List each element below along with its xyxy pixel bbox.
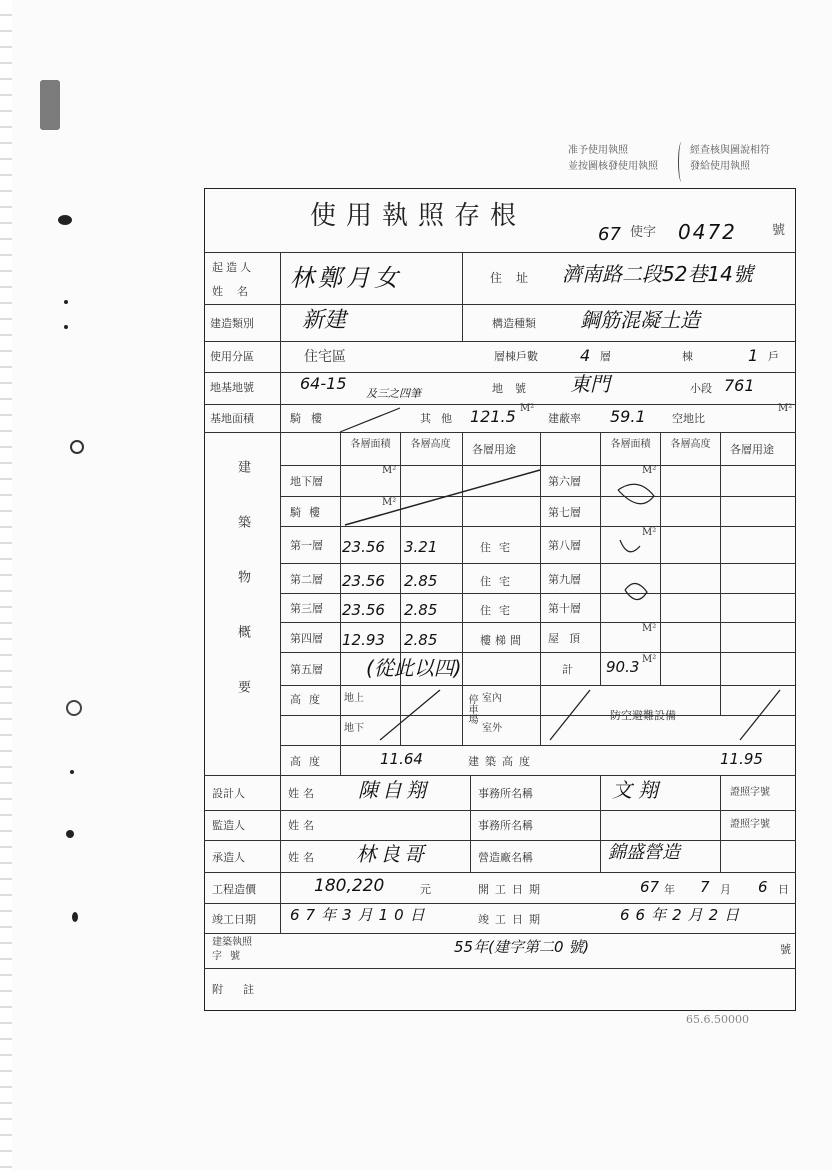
category-value: 新建	[302, 308, 347, 333]
building-height-label: 建築高度	[468, 755, 536, 768]
contractor-name: 林良哥	[356, 842, 428, 866]
permit-label-2: 字號	[212, 951, 248, 962]
row-f3: 第三層	[290, 602, 323, 615]
row-f5: 第五層	[290, 663, 323, 676]
unit-mark: M²	[642, 527, 657, 538]
zone-label: 使用分區	[210, 350, 254, 363]
parking-label: 停車場	[466, 694, 477, 724]
below-label: 地下	[344, 723, 364, 734]
f3-height: 2.85	[404, 601, 438, 619]
unit-mark: M²	[642, 654, 657, 665]
stamp-line: 發給使用執照	[690, 161, 750, 172]
cost-value: 180,220	[314, 876, 385, 896]
land-section: 東門	[570, 372, 610, 396]
ground-label: 地上	[344, 693, 364, 704]
floors-unit: 層	[600, 350, 611, 363]
designer-name: 陳自翔	[358, 778, 430, 802]
subsection-label: 小段	[690, 382, 712, 395]
section-label: 建築物概要	[235, 460, 250, 735]
print-code: 65.6.50000	[686, 1013, 749, 1026]
row-total: 計	[562, 663, 573, 676]
unit-mark: M²	[382, 465, 397, 476]
building-height: 11.95	[720, 750, 763, 768]
row-f1: 第一層	[290, 539, 323, 552]
designer-firm: 文翔	[612, 778, 664, 802]
permit-label: 建築執照	[212, 937, 252, 948]
row-arcade: 騎樓	[290, 506, 328, 519]
row-f9: 第九層	[548, 573, 581, 586]
name-label: 姓名	[212, 285, 262, 298]
lot-no: 64-15	[300, 374, 347, 393]
supervisor-label: 監造人	[212, 819, 245, 832]
start-label: 開工日期	[478, 883, 546, 896]
f1-height: 3.21	[404, 538, 438, 556]
start-year: 67	[640, 878, 660, 896]
row-f7: 第七層	[548, 506, 581, 519]
f3-area: 23.56	[342, 601, 385, 619]
subsection-no: 761	[724, 376, 755, 395]
permit-suffix-2: 號	[780, 943, 791, 956]
shelter-label: 防空避難設備	[610, 709, 676, 722]
designer-name-label: 姓名	[288, 787, 318, 800]
open-space-m2: M²	[778, 403, 793, 414]
builder-label: 起造人	[212, 261, 254, 274]
indoor-label: 室內	[482, 693, 502, 704]
lot-label: 地基地號	[210, 381, 254, 394]
cost-label: 工程造價	[212, 883, 256, 896]
stamp-line: 經查核與圖說相符	[690, 145, 770, 156]
outdoor-label: 室外	[482, 723, 502, 734]
col-header-height: 各層高度	[410, 439, 451, 450]
f4-height: 2.85	[404, 631, 438, 649]
f1-area: 23.56	[342, 538, 385, 556]
designer-label: 設計人	[212, 787, 245, 800]
permit-value: 55年(建字第二0 號)	[454, 938, 590, 956]
zone-value: 住宅區	[304, 349, 346, 365]
structure-value: 鋼筋混凝土造	[580, 308, 700, 332]
col-header-height-2: 各層高度	[670, 439, 711, 450]
builder-name: 林鄭月女	[290, 264, 402, 292]
contractor-company-label: 營造廠名稱	[478, 851, 533, 864]
f4-area: 12.93	[342, 631, 385, 649]
floors-label: 層棟戶數	[494, 350, 538, 363]
land-label: 地號	[492, 382, 538, 395]
col-header-use-2: 各層用途	[730, 443, 774, 456]
height-label: 高度	[290, 693, 328, 706]
finish-value: 67年3月10日	[290, 906, 431, 924]
total-height-label: 高度	[290, 755, 328, 768]
f3-use: 住宅	[480, 604, 518, 617]
structure-label: 構造種類	[492, 317, 536, 330]
finish-label-2: 竣工日期	[478, 913, 546, 926]
f5-note: (從此以四)	[366, 656, 462, 680]
permit-number: 0472	[678, 220, 737, 244]
form-title: 使用執照存根	[310, 201, 527, 231]
area-m2: M²	[520, 403, 535, 414]
lot-extra: 及三之四筆	[366, 387, 421, 400]
permit-year: 67	[598, 224, 621, 245]
f4-use: 樓梯間	[480, 634, 525, 647]
area-other: 121.5	[470, 407, 516, 426]
designer-cert-label: 證照字號	[730, 787, 770, 798]
f2-use: 住宅	[480, 575, 518, 588]
stamp-line: 並按圖核發使用執照	[568, 161, 658, 172]
row-roof: 屋頂	[548, 632, 590, 645]
contractor-company: 錦盛營造	[608, 842, 680, 863]
permit-suffix: 號	[772, 223, 786, 238]
row-f8: 第八層	[548, 539, 581, 552]
supervisor-firm-label: 事務所名稱	[478, 819, 533, 832]
coverage-label: 建蔽率	[548, 412, 581, 425]
category-label: 建造類別	[210, 317, 254, 330]
finish-value-2: 66年2月2日	[620, 906, 746, 924]
f2-height: 2.85	[404, 572, 438, 590]
note-label: 附註	[212, 983, 274, 996]
contractor-name-label: 姓名	[288, 851, 318, 864]
units-count: 1	[748, 346, 759, 365]
row-f4: 第四層	[290, 632, 323, 645]
other-label: 其他	[420, 412, 462, 425]
total-area: 90.3	[606, 658, 640, 676]
floors-count: 4	[580, 346, 591, 365]
row-basement: 地下層	[290, 475, 323, 488]
start-day: 6	[758, 878, 768, 896]
f2-area: 23.56	[342, 572, 385, 590]
buildings-unit: 棟	[682, 350, 693, 363]
units-unit: 戶	[768, 350, 779, 363]
designer-firm-label: 事務所名稱	[478, 787, 533, 800]
address-label: 住址	[490, 271, 543, 285]
supervisor-cert-label: 證照字號	[730, 819, 770, 830]
start-month: 7	[700, 878, 710, 896]
start-month-unit: 月	[720, 883, 731, 896]
start-year-unit: 年	[664, 883, 675, 896]
row-f6: 第六層	[548, 475, 581, 488]
col-header-use: 各層用途	[472, 443, 516, 456]
supervisor-name-label: 姓名	[288, 819, 318, 832]
contractor-label: 承造人	[212, 851, 245, 864]
row-f2: 第二層	[290, 573, 323, 586]
unit-mark: M²	[642, 623, 657, 634]
col-header-area-2: 各層面積	[610, 439, 651, 450]
unit-mark: M²	[382, 497, 397, 508]
arcade-label: 騎樓	[290, 412, 332, 425]
permit-prefix: 使字	[630, 225, 657, 240]
builder-address: 濟南路二段52巷14號	[562, 262, 753, 286]
coverage-value: 59.1	[610, 407, 646, 426]
unit-mark: M²	[642, 465, 657, 476]
start-day-unit: 日	[778, 883, 789, 896]
finish-label: 竣工日期	[212, 913, 256, 926]
open-space-label: 空地比	[672, 412, 705, 425]
col-header-area: 各層面積	[350, 439, 391, 450]
total-height: 11.64	[380, 750, 423, 768]
stamp-line: 准予使用執照	[568, 145, 628, 156]
area-label: 基地面積	[210, 412, 254, 425]
cost-unit: 元	[420, 883, 431, 896]
row-f10: 第十層	[548, 602, 581, 615]
f1-use: 住宅	[480, 541, 518, 554]
